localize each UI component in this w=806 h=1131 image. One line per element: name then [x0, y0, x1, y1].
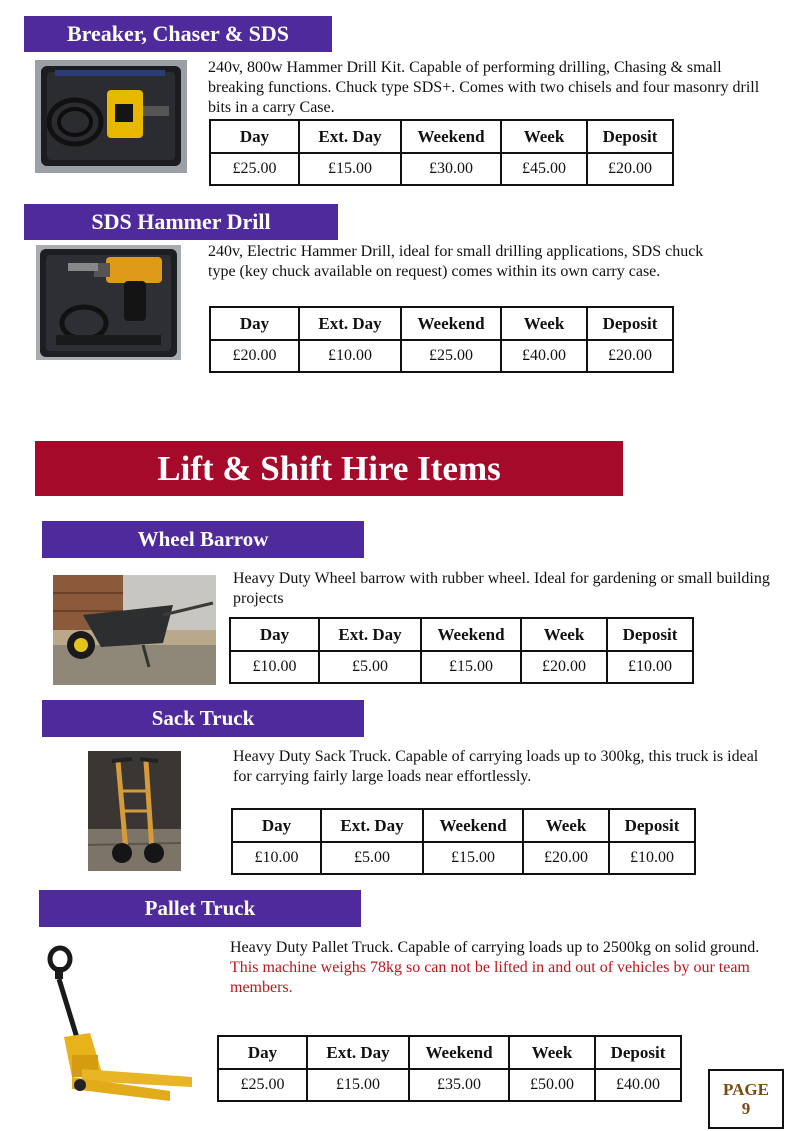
price-weekend: £15.00 [423, 842, 523, 874]
sack-truck-photo [88, 751, 181, 871]
col-day: Day [218, 1036, 307, 1069]
price-deposit: £20.00 [587, 153, 673, 185]
price-ext-day: £15.00 [299, 153, 401, 185]
col-deposit: Deposit [587, 120, 673, 153]
price-deposit: £10.00 [609, 842, 695, 874]
breaker-description: 240v, 800w Hammer Drill Kit. Capable of performing drilling, Chasing & small breaking functions. Chuck type SDS+. Comes with two chisels and four masonry drill bits in a carry Case. [208, 59, 760, 116]
price-day: £25.00 [210, 153, 299, 185]
col-day: Day [210, 307, 299, 340]
page-number: 9 [741, 1099, 751, 1118]
col-ext-day: Ext. Day [319, 618, 421, 651]
price-day: £20.00 [210, 340, 299, 372]
col-deposit: Deposit [607, 618, 693, 651]
col-weekend: Weekend [421, 618, 521, 651]
price-week: £40.00 [501, 340, 587, 372]
price-week: £20.00 [523, 842, 609, 874]
sds-description: 240v, Electric Hammer Drill, ideal for small drilling applications, SDS chuck type (key chuck available on request) comes within its own carry case. [208, 243, 704, 280]
pallet-truck-warning: This machine weighs 78kg so can not be lifted in and out of vehicles by our team members. [230, 959, 750, 996]
price-weekend: £25.00 [401, 340, 501, 372]
wheel-barrow-photo [53, 575, 216, 685]
col-ext-day: Ext. Day [299, 120, 401, 153]
sds-price-table [209, 306, 674, 373]
col-weekend: Weekend [423, 809, 523, 842]
breaker-price-table [209, 119, 674, 186]
price-ext-day: £15.00 [307, 1069, 409, 1101]
col-week: Week [501, 307, 587, 340]
pallet-truck-photo [42, 945, 202, 1105]
section-header-sack-truck: Sack Truck [42, 700, 364, 737]
col-weekend: Weekend [401, 120, 501, 153]
pallet-truck-description [230, 938, 775, 998]
col-deposit: Deposit [609, 809, 695, 842]
price-deposit: £10.00 [607, 651, 693, 683]
col-week: Week [501, 120, 587, 153]
price-week: £20.00 [521, 651, 607, 683]
section-header-pallet-truck: Pallet Truck [39, 890, 361, 927]
col-day: Day [232, 809, 321, 842]
col-week: Week [521, 618, 607, 651]
price-weekend: £30.00 [401, 153, 501, 185]
lift-shift-banner: Lift & Shift Hire Items [35, 441, 623, 496]
page-number-box [708, 1069, 784, 1129]
price-ext-day: £5.00 [319, 651, 421, 683]
price-weekend: £15.00 [421, 651, 521, 683]
price-day: £10.00 [230, 651, 319, 683]
price-deposit: £20.00 [587, 340, 673, 372]
price-weekend: £35.00 [409, 1069, 509, 1101]
section-header-breaker: Breaker, Chaser & SDS [24, 16, 332, 52]
col-deposit: Deposit [595, 1036, 681, 1069]
col-deposit: Deposit [587, 307, 673, 340]
pallet-truck-price-table [217, 1035, 682, 1102]
sack-truck-price-table [231, 808, 696, 875]
price-week: £45.00 [501, 153, 587, 185]
page-label: PAGE [723, 1080, 769, 1099]
price-ext-day: £10.00 [299, 340, 401, 372]
price-deposit: £40.00 [595, 1069, 681, 1101]
price-day: £25.00 [218, 1069, 307, 1101]
col-ext-day: Ext. Day [321, 809, 423, 842]
section-header-sds: SDS Hammer Drill [24, 204, 338, 240]
price-week: £50.00 [509, 1069, 595, 1101]
col-weekend: Weekend [409, 1036, 509, 1069]
sds-hammer-drill-photo [36, 245, 181, 360]
price-day: £10.00 [232, 842, 321, 874]
pallet-truck-main-text: Heavy Duty Pallet Truck. Capable of carrying loads up to 2500kg on solid ground. [230, 939, 760, 956]
col-ext-day: Ext. Day [307, 1036, 409, 1069]
col-day: Day [230, 618, 319, 651]
col-weekend: Weekend [401, 307, 501, 340]
wheel-barrow-description: Heavy Duty Wheel barrow with rubber wheel. Ideal for gardening or small building projects [233, 570, 770, 607]
sack-truck-description: Heavy Duty Sack Truck. Capable of carrying loads up to 300kg, this truck is ideal for carrying fairly large loads near effortlessly. [233, 748, 759, 785]
col-day: Day [210, 120, 299, 153]
hammer-drill-kit-photo [35, 60, 187, 173]
section-header-wheel-barrow: Wheel Barrow [42, 521, 364, 558]
col-week: Week [523, 809, 609, 842]
col-ext-day: Ext. Day [299, 307, 401, 340]
wheel-barrow-price-table [229, 617, 694, 684]
price-ext-day: £5.00 [321, 842, 423, 874]
col-week: Week [509, 1036, 595, 1069]
